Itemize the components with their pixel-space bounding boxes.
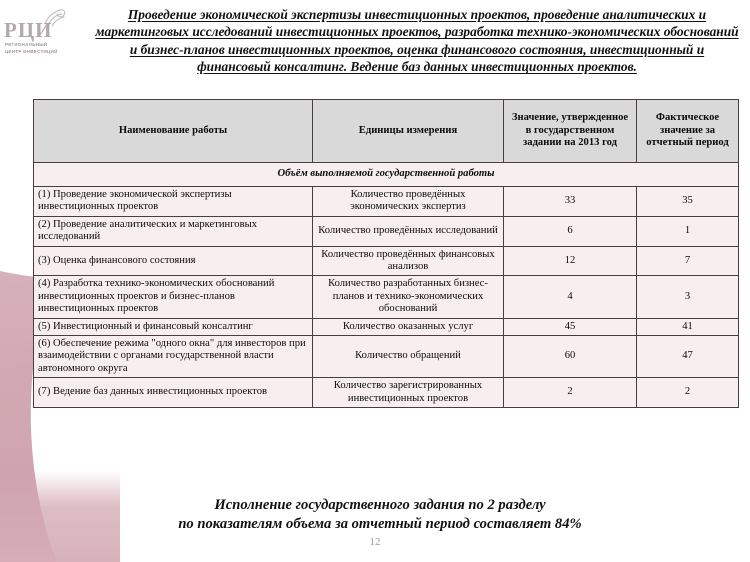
row-name: (1) Проведение экономической экспертизы инвестиционных проектов: [34, 187, 313, 217]
table-row: [34, 276, 739, 318]
row-actual: 3: [637, 276, 739, 318]
summary-footer: [60, 496, 700, 534]
row-name: (5) Инвестиционный и финансовый консалтинг: [34, 318, 313, 335]
state-task-table: [33, 99, 739, 408]
logo-initials: РЦИ: [4, 18, 53, 42]
row-actual: 1: [637, 216, 739, 246]
row-planned: 4: [504, 276, 637, 318]
table-row: [34, 216, 739, 246]
row-name: (6) Обеспечение режима "одного окна" для инвесторов при взаимодействии с органами государственной власти автономного округа: [34, 336, 313, 378]
summary-line-1: Исполнение государственного задания по 2 разделу: [214, 497, 546, 513]
row-name: (4) Разработка технико-экономических обоснований инвестиционных проектов и бизнес-планов инвестиционных проектов: [34, 276, 313, 318]
row-unit: Количество оказанных услуг: [313, 318, 504, 335]
row-actual: 35: [637, 187, 739, 217]
row-actual: 41: [637, 318, 739, 335]
table-header-row: [34, 100, 739, 163]
row-planned: 33: [504, 187, 637, 217]
row-planned: 12: [504, 246, 637, 276]
col-header-planned: Значение, утвержденное в государственном задании на 2013 год: [504, 100, 637, 163]
col-header-units: Единицы измерения: [313, 100, 504, 163]
state-task-table-wrapper: [33, 99, 738, 408]
table-row: [34, 318, 739, 335]
row-unit: Количество проведённых исследований: [313, 216, 504, 246]
table-row: [34, 336, 739, 378]
logo-subtitle-line2: ЦЕНТР ИНВЕСТИЦИЙ: [5, 49, 58, 54]
row-unit: Количество проведённых экономических экспертиз: [313, 187, 504, 217]
table-section-row: [34, 163, 739, 187]
logo-subtitle-line1: РЕГИОНАЛЬНЫЙ: [5, 42, 48, 47]
row-actual: 2: [637, 378, 739, 408]
slide-title: Проведение экономической экспертизы инвестиционных проектов, проведение аналитических и маркетинговых исследований инвестиционных проектов, разработка технико-экономических обоснований и бизнес-планов инвестиционных проектов, оценка финансового состояния, инвестиционный и финансовый консалтинг. Ведение баз данных инвестиционных проектов.: [95, 7, 739, 75]
row-planned: 6: [504, 216, 637, 246]
col-header-actual: Фактическое значение за отчетный период: [637, 100, 739, 163]
table-row: [34, 378, 739, 408]
company-logo: [4, 6, 80, 60]
row-name: (7) Ведение баз данных инвестиционных проектов: [34, 378, 313, 408]
section-label: Объём выполняемой государственной работы: [34, 163, 739, 187]
summary-line-2: по показателям объема за отчетный период составляет 84%: [178, 516, 582, 532]
row-name: (2) Проведение аналитических и маркетинговых исследований: [34, 216, 313, 246]
table-row: [34, 246, 739, 276]
row-unit: Количество обращений: [313, 336, 504, 378]
row-planned: 45: [504, 318, 637, 335]
row-planned: 2: [504, 378, 637, 408]
table-row: [34, 187, 739, 217]
col-header-name: Наименование работы: [34, 100, 313, 163]
row-actual: 7: [637, 246, 739, 276]
table-body: [34, 163, 739, 408]
row-planned: 60: [504, 336, 637, 378]
row-name: (3) Оценка финансового состояния: [34, 246, 313, 276]
row-unit: Количество разработанных бизнес-планов и технико-экономических обоснований: [313, 276, 504, 318]
row-actual: 47: [637, 336, 739, 378]
row-unit: Количество проведённых финансовых анализов: [313, 246, 504, 276]
page-number: 12: [369, 536, 381, 548]
row-unit: Количество зарегистрированных инвестиционных проектов: [313, 378, 504, 408]
